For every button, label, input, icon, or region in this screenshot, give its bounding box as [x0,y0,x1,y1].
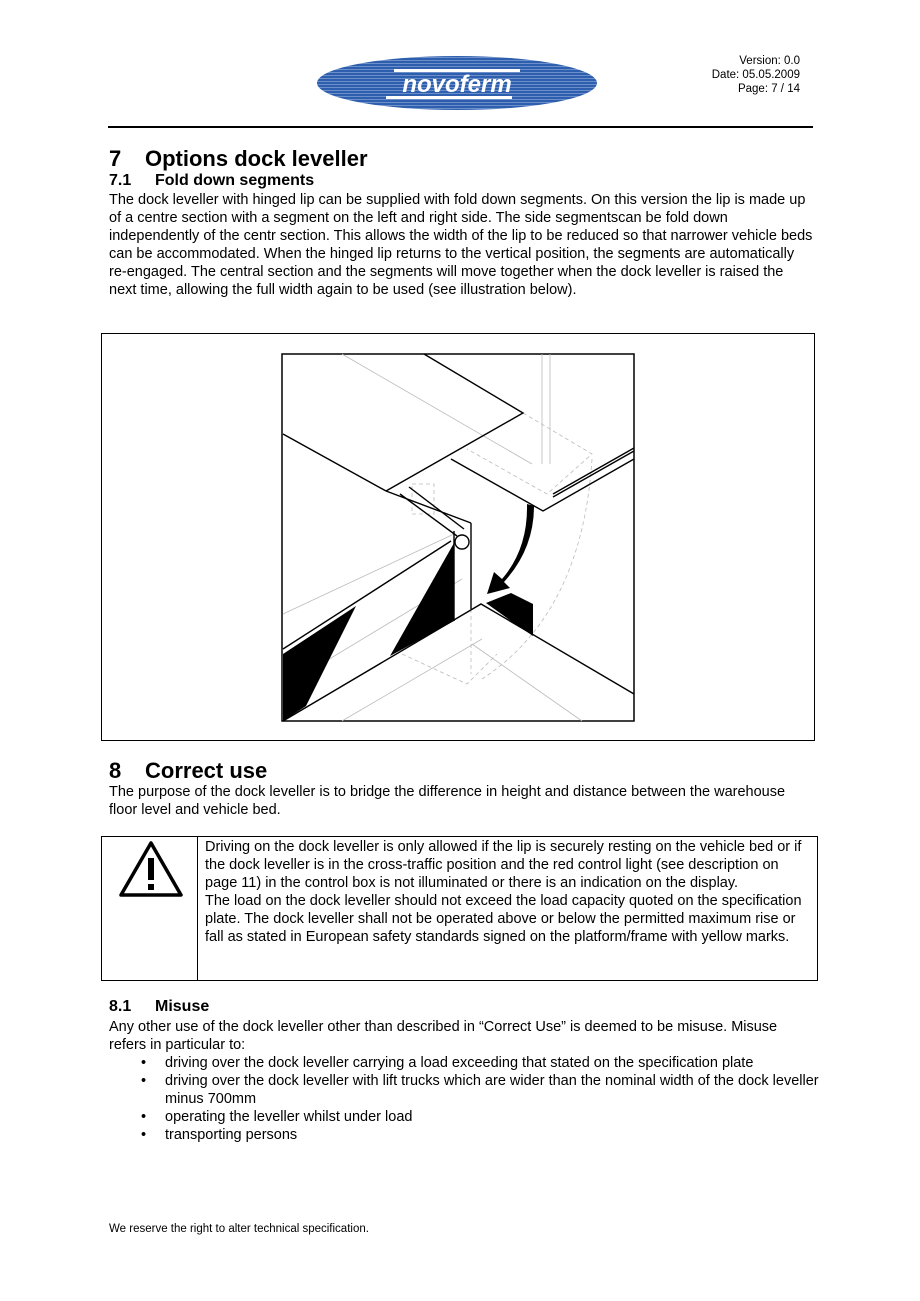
list-item [109,1072,825,1108]
list-item-text: operating the leveller whilst under load [165,1109,413,1125]
page-number: Page: 7 / 14 [737,83,800,95]
misuse-intro: Any other use of the dock leveller other than described in “Correct Use” is deemed to be misuse. Misuse refers in particular to: [109,1019,778,1053]
section-title: Misuse [155,998,210,1015]
list-item-text: transporting persons [165,1127,298,1143]
bullet: • [141,1055,147,1071]
warning-triangle-icon [102,837,198,980]
warning-text-2: The load on the dock leveller should not exceed the load capacity quoted on the specification plate. The dock leveller shall not be operated above or below the permitted maximum rise or fall as stated in European safety standards signed on the platform/frame with yellow marks. [205,893,802,945]
section-8-1-heading [109,998,209,1016]
list-item [109,1126,825,1144]
svg-text:novoferm: novoferm [402,71,512,98]
warning-box [101,836,818,981]
section-title: Options dock leveller [145,146,368,171]
fold-down-segment-illustration [281,353,635,722]
bullet: • [141,1127,147,1143]
warning-text-1: Driving on the dock leveller is only allowed if the lip is securely resting on the vehicle bed or if the dock leveller is in the cross-traffic position and the red control light (see description on page 11) in the control box is not illuminated or there is an indication on the display. [205,839,802,891]
section-number: 7 [109,146,122,171]
novoferm-logo [316,55,598,116]
section-title: Correct use [145,758,268,783]
illustration-frame [101,333,815,741]
list-item-text: driving over the dock leveller with lift trucks which are wider than the nominal width of the dock leveller minus 700mm [165,1073,819,1107]
list-item [109,1108,825,1126]
section-8-heading [109,758,267,784]
bullet: • [141,1073,147,1089]
section-title: Fold down segments [155,172,315,189]
section-number: 8 [109,758,122,783]
document-meta [712,54,800,96]
list-item-text: driving over the dock leveller carrying a load exceeding that stated on the specification plate [165,1055,754,1071]
section-8-text: The purpose of the dock leveller is to bridge the difference in height and distance between the warehouse floor level and vehicle bed. [109,784,786,818]
section-7-heading [109,146,368,172]
header-rule [108,126,813,128]
section-7-1-text: The dock leveller with hinged lip can be supplied with fold down segments. On this version the lip is made up of a centre section with a segment on the left and right side. The side segmentscan be fold down independently of the centr section. This allows the width of the lip to be reduced so that narrower vehicle beds can be accommodated. When the hinged lip returns to the vertical position, the segments are automatically re-engaged. The central section and the segments will move together when the dock leveller is raised the next time, allowing the full width again to be used (see illustration below). [109,192,813,298]
bullet: • [141,1109,147,1125]
footer-note: We reserve the right to alter technical specification. [109,1223,369,1235]
date: Date: 05.05.2009 [711,69,800,81]
section-number: 7.1 [109,172,132,189]
section-7-1-heading [109,172,314,190]
version: Version: 0.0 [739,55,800,67]
misuse-list [109,1054,825,1144]
section-number: 8.1 [109,998,132,1015]
list-item [109,1054,825,1072]
